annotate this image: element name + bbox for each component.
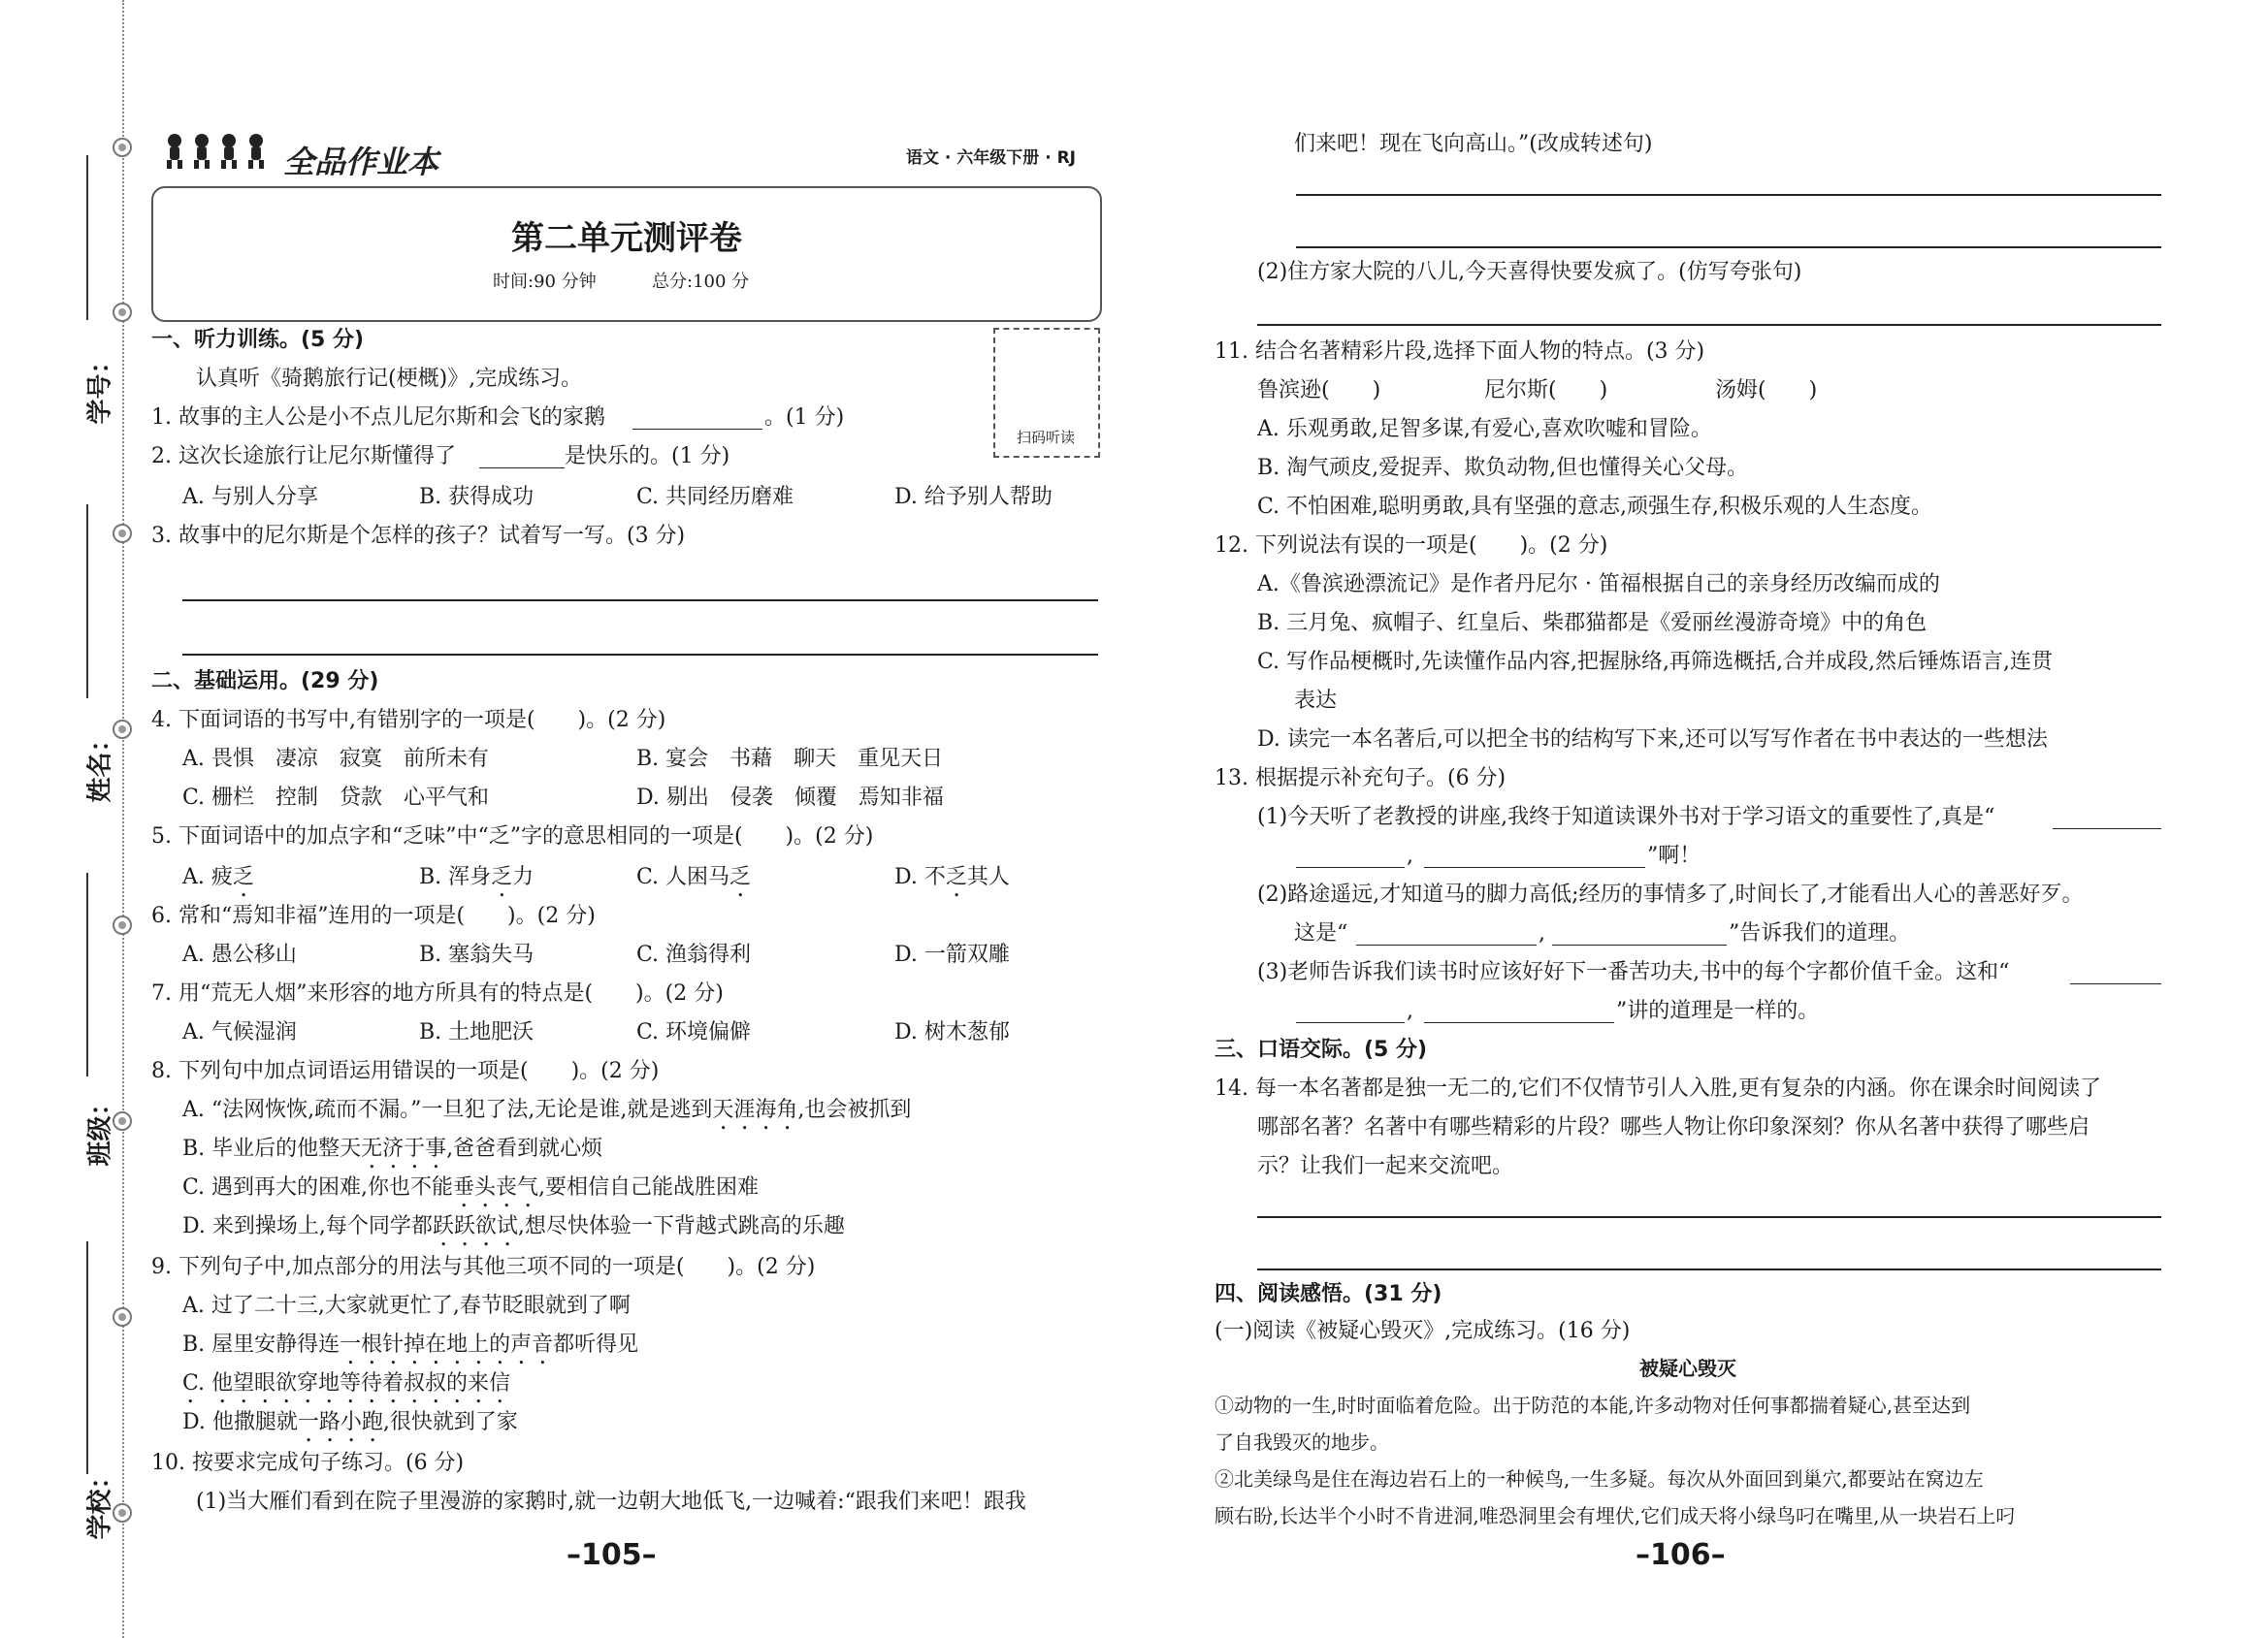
option[interactable]: A. 与别人分享: [182, 485, 318, 509]
answer-blank[interactable]: [1552, 945, 1727, 946]
question-13-part-2-lead: 这是“: [1294, 921, 1348, 946]
option[interactable]: C. 他望眼欲穿地等待着叔叔的来信: [182, 1371, 511, 1396]
character-select[interactable]: 尼尔斯( ): [1484, 378, 1608, 402]
answer-line[interactable]: [1296, 246, 2161, 248]
answer-blank[interactable]: [1424, 1022, 1614, 1023]
option[interactable]: A.《鲁滨逊漂流记》是作者丹尼尔 · 笛福根据自己的亲身经历改编而成的: [1257, 572, 1940, 596]
option[interactable]: D. 来到操场上,每个同学都跃跃欲试,想尽快体验一下背越式跳高的乐趣: [182, 1214, 845, 1238]
question-9: 9. 下列句子中,加点部分的用法与其他三项不同的一项是( )。(2 分): [151, 1255, 816, 1279]
binding-hole: [113, 303, 132, 322]
question-13-part-2: (2)路途遥远,才知道马的脚力高低;经历的事情多了,时间长了,才能看出人心的善恶好歹。: [1257, 883, 2084, 907]
option[interactable]: D. 不乏其人: [894, 865, 1010, 889]
question-14-cont: 哪部名著？名著中有哪些精彩的片段？哪些人物让你印象深刻？你从名著中获得了哪些启: [1257, 1115, 2090, 1140]
option[interactable]: A. 畏惧 凄凉 寂寞 前所未有: [182, 747, 489, 771]
option[interactable]: A. “法网恢恢,疏而不漏。”一旦犯了法,无论是谁,就是逃到天涯海角,也会被抓到: [182, 1098, 912, 1122]
margin-line: [86, 504, 88, 698]
option[interactable]: B. 塞翁失马: [419, 943, 535, 967]
question-2-tail: 是快乐的。(1 分): [565, 444, 730, 468]
page-number: –106–: [1636, 1538, 1726, 1572]
answer-blank[interactable]: [2053, 828, 2161, 829]
qr-label: 扫码听读: [1016, 429, 1075, 446]
option[interactable]: C. 渔翁得利: [636, 943, 752, 967]
option[interactable]: C. 共同经历磨难: [636, 485, 794, 509]
answer-line[interactable]: [1257, 1216, 2161, 1218]
mascot-logo: [161, 129, 277, 172]
answer-blank[interactable]: [1424, 867, 1645, 868]
option[interactable]: D. 一箭双雕: [894, 943, 1010, 967]
binding-dotted-line: [122, 0, 124, 1638]
option[interactable]: D. 读完一本名著后,可以把全书的结构写下来,还可以写写作者在书中表达的一些想法: [1257, 727, 2048, 752]
question-13-part-1-tail: ”啊！: [1647, 844, 1701, 868]
answer-blank[interactable]: [632, 429, 762, 430]
answer-blank[interactable]: [1296, 867, 1405, 868]
passage-paragraph: 了自我毁灭的地步。: [1215, 1430, 1389, 1454]
brand-name: 全品作业本: [283, 144, 439, 180]
binding-hole: [113, 915, 132, 935]
option[interactable]: D. 给予别人帮助: [894, 485, 1053, 509]
section-heading: 三、口语交际。(5 分): [1215, 1038, 1428, 1062]
option[interactable]: C. 写作品梗概时,先读懂作品内容,把握脉络,再筛选概括,合并成段,然后锤炼语言,连贯: [1257, 650, 2053, 674]
option[interactable]: A. 愚公移山: [182, 943, 297, 967]
question-4: 4. 下面词语的书写中,有错别字的一项是( )。(2 分): [151, 708, 666, 732]
passage-title: 被疑心毁灭: [1639, 1357, 1736, 1380]
option[interactable]: C. 人困马乏: [636, 865, 752, 889]
answer-blank[interactable]: [1296, 1022, 1405, 1023]
character-select[interactable]: 汤姆( ): [1715, 378, 1818, 402]
option[interactable]: C. 环境偏僻: [636, 1020, 752, 1044]
option[interactable]: A. 过了二十三,大家就更忙了,春节眨眼就到了啊: [182, 1294, 631, 1318]
answer-line[interactable]: [1257, 1269, 2161, 1270]
section-heading: 二、基础运用。(29 分): [151, 669, 379, 693]
question-11: 11. 结合名著精彩片段,选择下面人物的特点。(3 分): [1215, 339, 1705, 364]
option[interactable]: B. 淘气顽皮,爱捉弄、欺负动物,但也懂得关心父母。: [1257, 456, 1749, 480]
question-13-part-3: (3)老师告诉我们读书时应该好好下一番苦功夫,书中的每个字都价值千金。这和“: [1257, 960, 2010, 984]
question-13-part-3-tail: ”讲的道理是一样的。: [1616, 999, 1820, 1023]
question-13-part-1: (1)今天听了老教授的讲座,我终于知道读课外书对于学习语文的重要性了,真是“: [1257, 805, 1995, 829]
option[interactable]: B. 宴会 书藉 聊天 重见天日: [636, 747, 944, 771]
question-13-part-2-tail: ”告诉我们的道理。: [1729, 921, 1911, 946]
binding-hole: [113, 138, 132, 157]
option[interactable]: D. 剔出 侵袭 倾覆 焉知非福: [636, 786, 944, 810]
option[interactable]: B. 三月兔、疯帽子、红皇后、柴郡猫都是《爱丽丝漫游奇境》中的角色: [1257, 611, 1928, 635]
question-3: 3. 故事中的尼尔斯是个怎样的孩子？试着写一写。(3 分): [151, 524, 686, 548]
option[interactable]: B. 屋里安静得连一根针掉在地上的声音都听得见: [182, 1333, 639, 1357]
passage-paragraph: ②北美绿鸟是住在海边岩石上的一种候鸟,一生多疑。每次从外面回到巢穴,都要站在窝边左: [1215, 1467, 1984, 1491]
answer-blank[interactable]: [2070, 983, 2161, 984]
section-heading: 四、阅读感悟。(31 分): [1215, 1282, 1442, 1306]
question-intro: 认真听《骑鹅旅行记(梗概)》,完成练习。: [196, 367, 583, 391]
question-8: 8. 下列句中加点词语运用错误的一项是( )。(2 分): [151, 1059, 660, 1083]
margin-line: [86, 873, 88, 1076]
question-10: 10. 按要求完成句子练习。(6 分): [151, 1451, 465, 1475]
passage-paragraph: ①动物的一生,时时面临着危险。出于防范的本能,许多动物对任何事都揣着疑心,甚至达到: [1215, 1394, 1971, 1417]
answer-line[interactable]: [182, 599, 1098, 601]
option[interactable]: D. 他撒腿就一路小跑,很快就到了家: [182, 1410, 518, 1434]
question-7: 7. 用“荒无人烟”来形容的地方所具有的特点是( )。(2 分): [151, 981, 724, 1006]
page-title: 第二单元测评卷: [511, 219, 742, 258]
question-1: 1. 故事的主人公是小不点儿尼尔斯和会飞的家鹅: [151, 405, 605, 430]
option[interactable]: B. 获得成功: [419, 485, 535, 509]
option[interactable]: C. 不怕困难,聪明勇敢,具有坚强的意志,顽强生存,积极乐观的人生态度。: [1257, 495, 1933, 519]
option[interactable]: C. 栅栏 控制 贷款 心平气和: [182, 786, 490, 810]
margin-line: [86, 155, 88, 320]
binding-hole: [113, 524, 132, 543]
subsection-heading: (一)阅读《被疑心毁灭》,完成练习。(16 分): [1215, 1319, 1631, 1343]
question-14: 14. 每一本名著都是独一无二的,它们不仅情节引人入胜,更有复杂的内涵。你在课余时间阅读了: [1215, 1076, 2101, 1101]
section-heading: 一、听力训练。(5 分): [151, 328, 365, 352]
name-label: 姓名：: [85, 726, 115, 803]
question-1-tail: 。(1 分): [764, 405, 845, 430]
answer-blank[interactable]: [1356, 945, 1537, 946]
question-5: 5. 下面词语中的加点字和“乏味”中“乏”字的意思相同的一项是( )。(2 分): [151, 824, 874, 849]
question-10-part-1: (1)当大雁们看到在院子里漫游的家鹅时,就一边朝大地低飞,一边喊着:“跟我们来吧！跟我: [196, 1490, 1026, 1514]
answer-line[interactable]: [182, 654, 1098, 656]
character-select[interactable]: 鲁滨逊( ): [1257, 378, 1381, 402]
question-10-part-2: (2)住方家大院的八儿,今天喜得快要发疯了。(仿写夸张句): [1257, 260, 1802, 284]
question-13: 13. 根据提示补充句子。(6 分): [1215, 766, 1507, 790]
class-label: 班级：: [85, 1090, 115, 1167]
answer-line[interactable]: [1296, 194, 2161, 196]
answer-blank[interactable]: [479, 467, 565, 468]
option-cont: 表达: [1294, 689, 1338, 713]
question-12: 12. 下列说法有误的一项是( )。(2 分): [1215, 533, 1608, 558]
option[interactable]: C. 遇到再大的困难,你也不能垂头丧气,要相信自己能战胜困难: [182, 1175, 760, 1200]
margin-line: [86, 1241, 88, 1474]
question-14-cont: 示？让我们一起来交流吧。: [1257, 1154, 1514, 1178]
exam-time: 时间:90 分钟: [493, 272, 597, 292]
option[interactable]: A. 乐观勇敢,足智多谋,有爱心,喜欢吹嘘和冒险。: [1257, 417, 1712, 441]
student-id-label: 学号：: [85, 348, 115, 425]
school-label: 学校：: [85, 1463, 115, 1540]
binding-hole: [113, 1307, 132, 1327]
answer-line[interactable]: [1257, 324, 2161, 326]
subject-label: 语文 · 六年级下册 · RJ: [906, 148, 1077, 168]
passage-paragraph: 顾右盼,长达半个小时不肯进洞,唯恐洞里会有埋伏,它们成天将小绿鸟叼在嘴里,从一块岩石上叼: [1215, 1504, 2016, 1527]
option[interactable]: B. 土地肥沃: [419, 1020, 535, 1044]
page-number: –105–: [567, 1538, 657, 1572]
option[interactable]: B. 毕业后的他整天无济于事,爸爸看到就心烦: [182, 1137, 603, 1161]
option[interactable]: B. 浑身乏力: [419, 865, 535, 889]
question-10-part-1-cont: 们来吧！现在飞向高山。”(改成转述句): [1294, 132, 1653, 156]
option[interactable]: D. 树木葱郁: [894, 1020, 1010, 1044]
option[interactable]: A. 疲乏: [182, 865, 254, 889]
exam-score: 总分:100 分: [652, 272, 750, 292]
option[interactable]: A. 气候湿润: [182, 1020, 297, 1044]
question-6: 6. 常和“焉知非福”连用的一项是( )。(2 分): [151, 904, 596, 928]
question-2: 2. 这次长途旅行让尼尔斯懂得了: [151, 444, 456, 468]
